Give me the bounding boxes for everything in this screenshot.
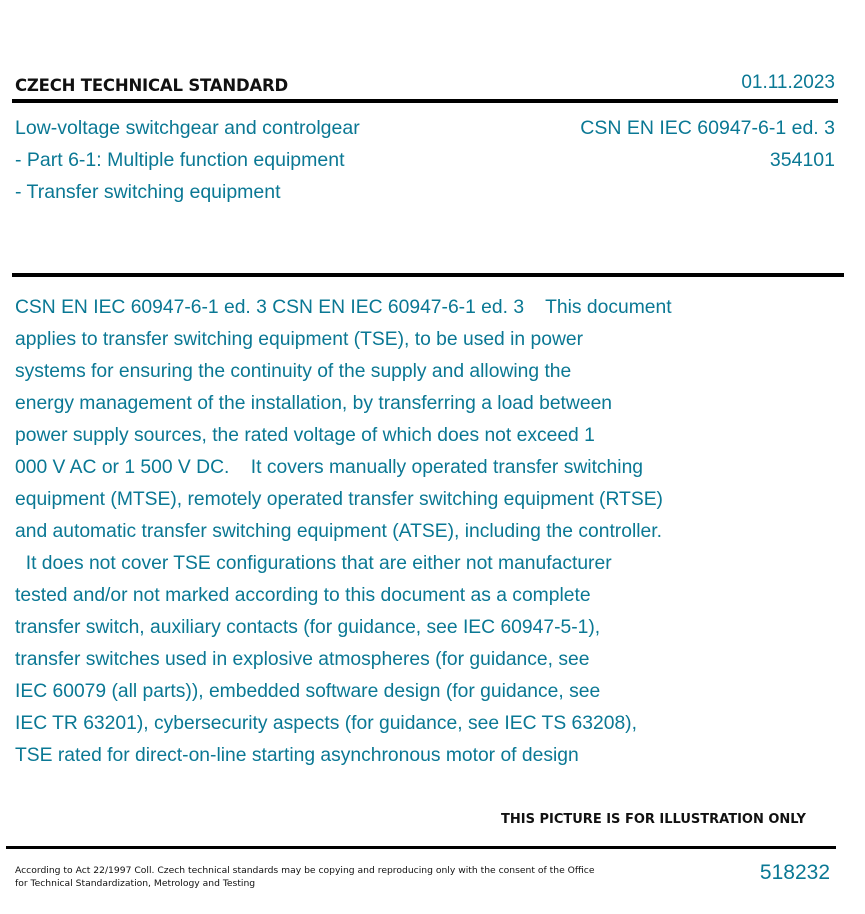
legal-line: According to Act 22/1997 Coll. Czech technical standards may be copying and reproducing only with the consent of the Office xyxy=(15,865,595,876)
abstract-line: transfer switches used in explosive atmospheres (for guidance, see xyxy=(15,649,590,670)
abstract-line: IEC TR 63201), cybersecurity aspects (for guidance, see IEC TS 63208), xyxy=(15,713,637,734)
abstract-text xyxy=(15,292,795,772)
standard-code: CSN EN IEC 60947-6-1 ed. 3 xyxy=(580,117,835,139)
abstract-line: systems for ensuring the continuity of the supply and allowing the xyxy=(15,361,572,382)
header-divider xyxy=(12,99,838,103)
abstract-line: equipment (MTSE), remotely operated transfer switching equipment (RTSE) xyxy=(15,489,663,510)
abstract-line: It does not cover TSE configurations that are either not manufacturer xyxy=(15,553,612,574)
abstract-line: applies to transfer switching equipment (TSE), to be used in power xyxy=(15,329,584,350)
legal-notice xyxy=(15,864,595,890)
title-line-2: - Part 6-1: Multiple function equipment xyxy=(15,149,345,171)
abstract-line: and automatic transfer switching equipment (ATSE), including the controller. xyxy=(15,521,662,542)
abstract-line: 000 V AC or 1 500 V DC. It covers manually operated transfer switching xyxy=(15,457,644,478)
document-type-heading: CZECH TECHNICAL STANDARD xyxy=(15,76,289,95)
illustration-note: THIS PICTURE IS FOR ILLUSTRATION ONLY xyxy=(501,812,806,827)
title-line-1: Low-voltage switchgear and controlgear xyxy=(15,117,360,139)
title-divider xyxy=(12,273,844,277)
publication-date: 01.11.2023 xyxy=(741,72,835,93)
legal-line: for Technical Standardization, Metrology and Testing xyxy=(15,878,256,889)
title-line-3: - Transfer switching equipment xyxy=(15,181,281,203)
abstract-line: tested and/or not marked according to this document as a complete xyxy=(15,585,591,606)
abstract-line: IEC 60079 (all parts)), embedded software design (for guidance, see xyxy=(15,681,601,702)
abstract-line: energy management of the installation, by transferring a load between xyxy=(15,393,613,414)
abstract-line: power supply sources, the rated voltage of which does not exceed 1 xyxy=(15,425,595,446)
class-number: 354101 xyxy=(769,149,835,171)
abstract-line: CSN EN IEC 60947-6-1 ed. 3 CSN EN IEC 60947-6-1 ed. 3 This document xyxy=(15,297,672,318)
footer-divider xyxy=(6,846,836,849)
abstract-line: transfer switch, auxiliary contacts (for guidance, see IEC 60947-5-1), xyxy=(15,617,601,638)
catalog-number: 518232 xyxy=(759,861,830,884)
abstract-line: TSE rated for direct-on-line starting asynchronous motor of design xyxy=(15,745,579,766)
